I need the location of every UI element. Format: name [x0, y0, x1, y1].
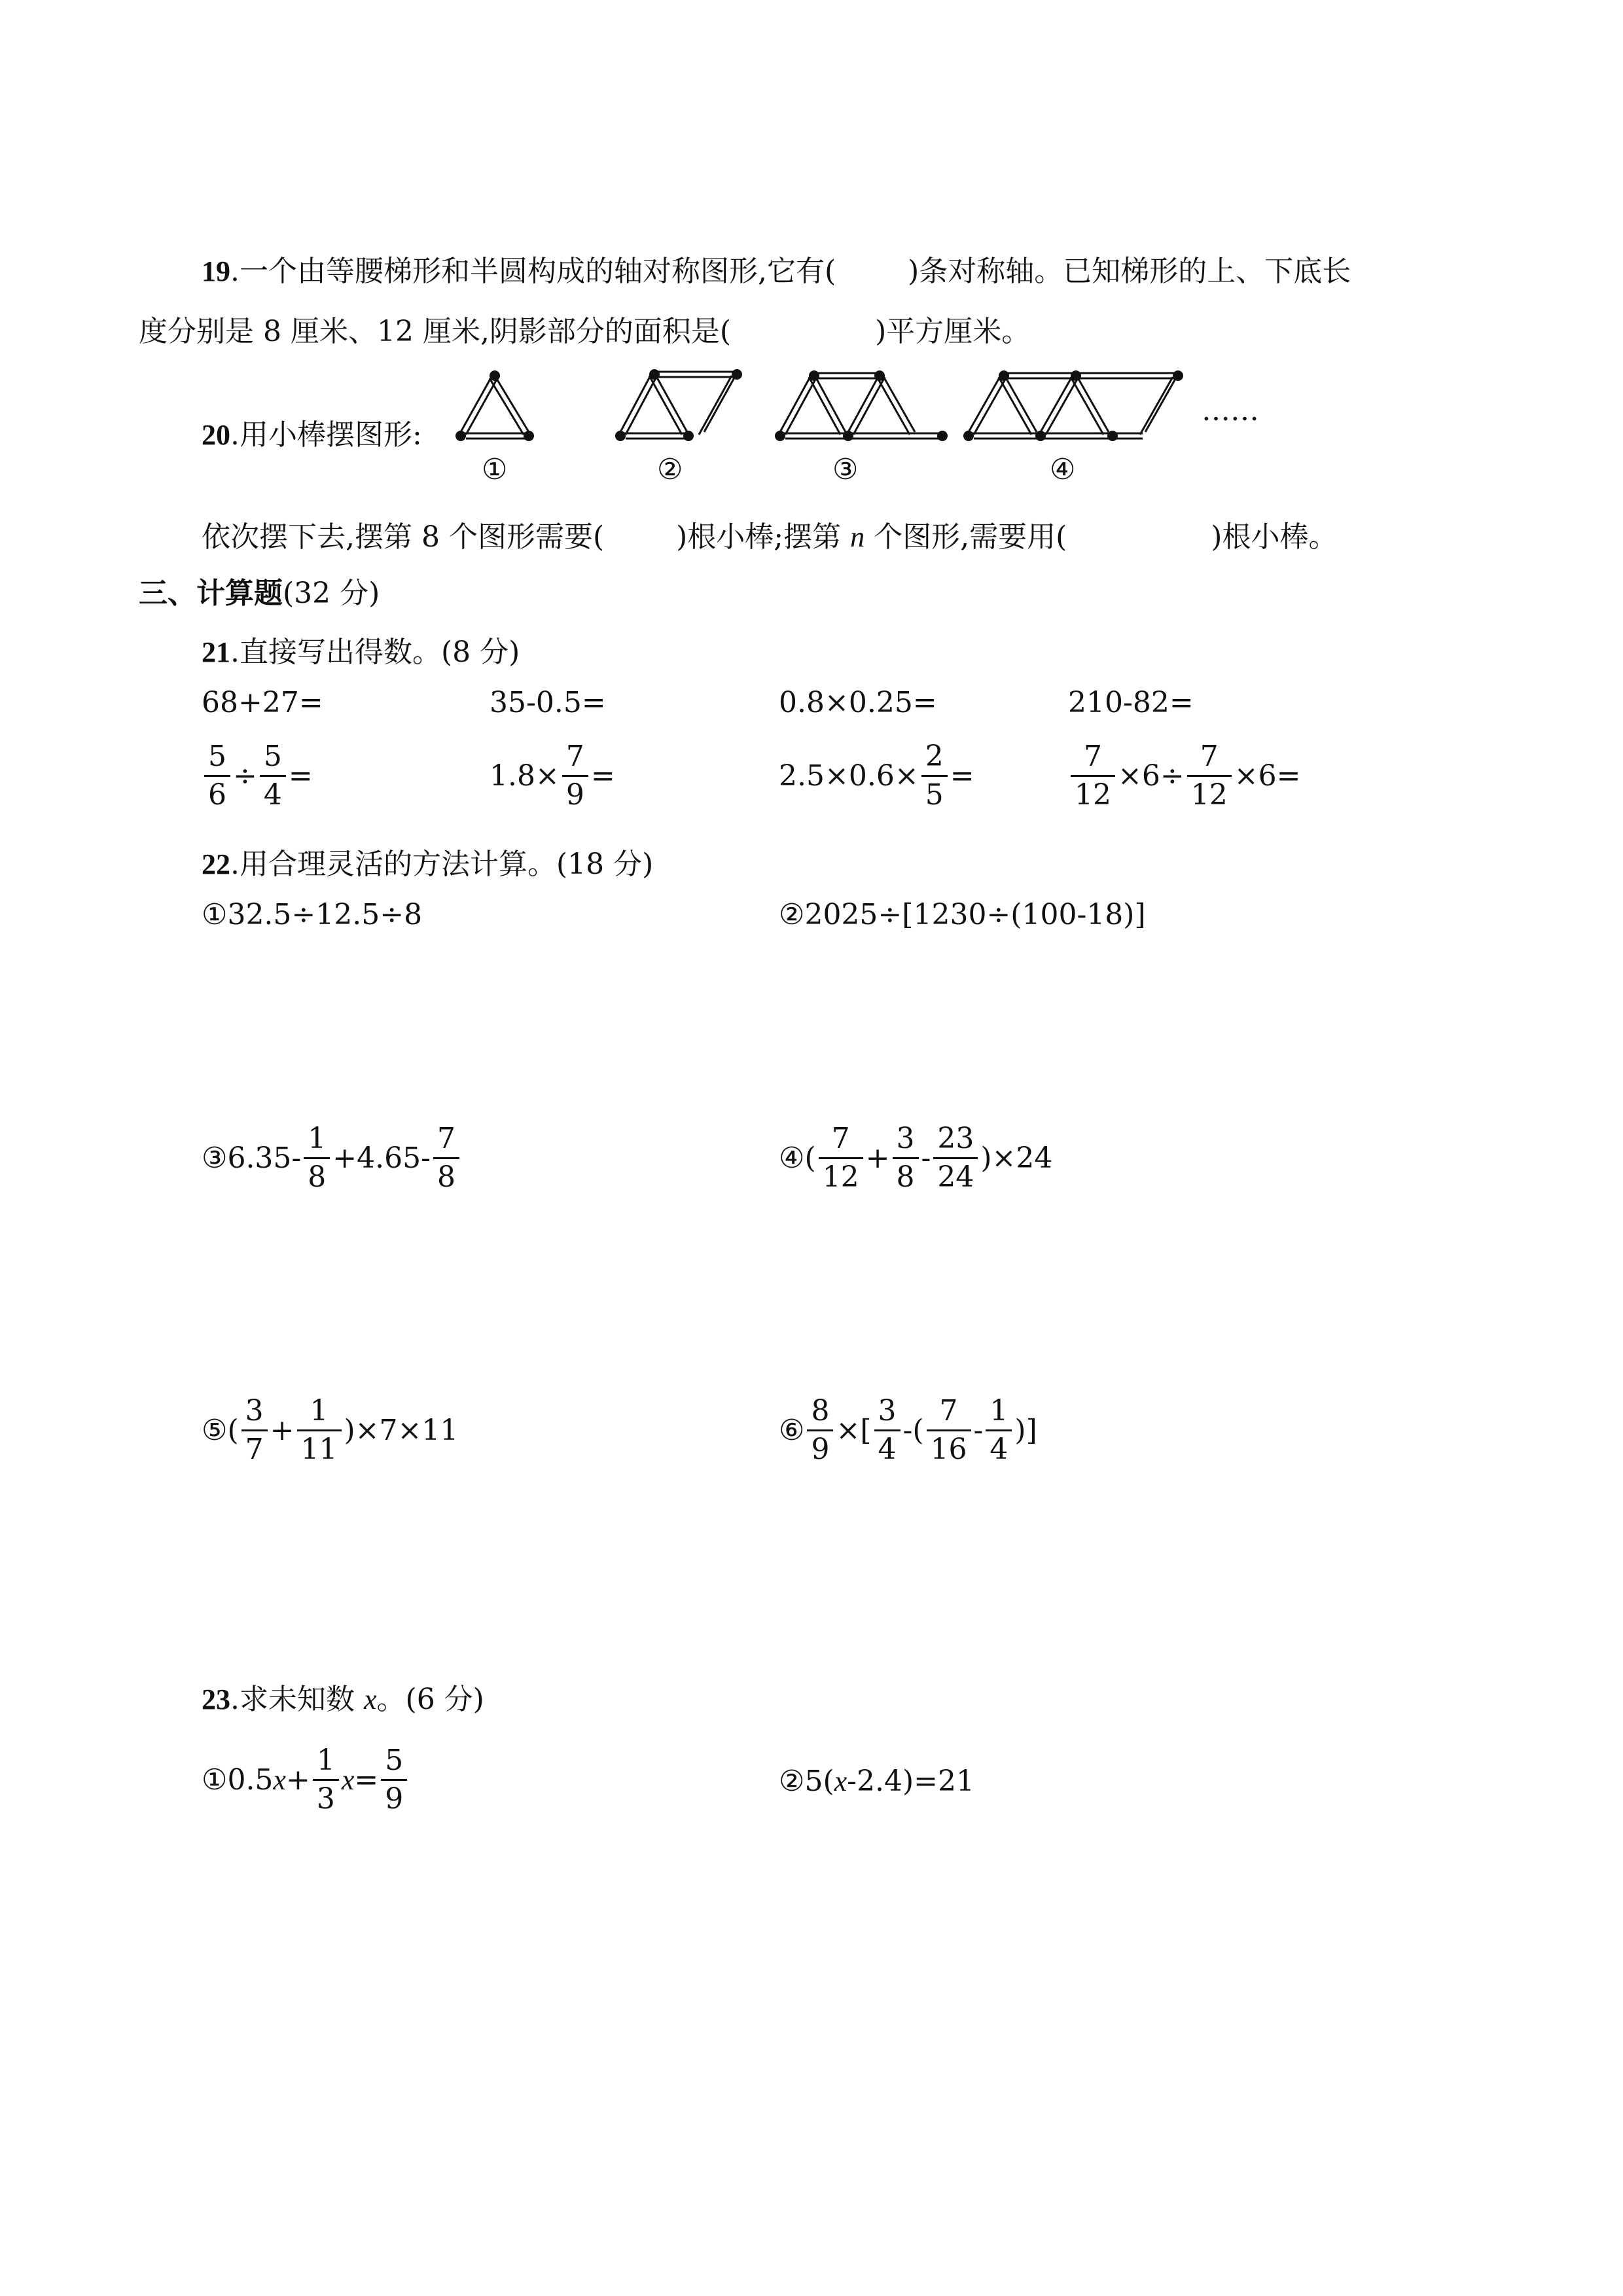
fraction: $\frac{3}{7}$: [241, 1397, 268, 1464]
q23-problem-1: ①0.5 x + $\frac{1}{3}$ x = $\frac{5}{9}$: [202, 1746, 410, 1814]
q21-item-5: $\frac{5}{6}$ ÷ $\frac{5}{4}$ =: [202, 742, 313, 810]
figure-label-3: ③: [832, 453, 859, 486]
fraction: $\frac{7}{12}$: [1071, 742, 1115, 810]
q19-line2: [139, 308, 1030, 350]
q22-problem-5: ⑤( $\frac{3}{7}$ + $\frac{1}{11}$ )×7×11: [202, 1394, 459, 1466]
figure-label-2: ②: [657, 453, 683, 486]
fraction: $\frac{5}{6}$: [204, 742, 230, 810]
section-3-title: 三、计算题: [139, 577, 283, 610]
q21-item-6: 1.8× $\frac{7}{9}$ =: [490, 740, 615, 812]
q21-item-1: 68+27=: [202, 686, 323, 719]
q19-text-a: .一个由等腰梯形和半圆构成的轴对称图形,它有(: [230, 255, 836, 288]
q22-number: 22: [202, 848, 230, 880]
section-3-header: [139, 569, 380, 611]
fraction: $\frac{5}{4}$: [260, 742, 286, 810]
q21-item-3: 0.8×0.25=: [779, 686, 937, 719]
fraction: $\frac{7}{16}$: [927, 1397, 971, 1464]
q23-title-a: .求未知数: [230, 1683, 355, 1716]
matchstick-figures: [445, 367, 1296, 478]
figure-2: [620, 372, 737, 439]
q22-problem-6: ⑥ $\frac{8}{9}$ ×[ $\frac{3}{4}$ -( $\frac{7}{16}$ - $\frac{1}{4}$ )]: [779, 1394, 1037, 1466]
q19-text-b: )条对称轴。已知梯形的上、下底长: [908, 255, 1351, 288]
q22-problem-1: ①32.5÷12.5÷8: [202, 898, 423, 931]
fraction: $\frac{8}{9}$: [807, 1397, 833, 1464]
q21-item-4: 210-82=: [1068, 686, 1194, 719]
figure-3: [780, 373, 942, 439]
q22-title-text: .用合理灵活的方法计算。(18 分): [230, 848, 654, 881]
q19-number: 19: [202, 255, 230, 287]
figure-label-1: ①: [482, 453, 508, 486]
fraction: $\frac{23}{24}$: [933, 1124, 978, 1192]
q21-item-7: 2.5×0.6× $\frac{2}{5}$ =: [779, 740, 974, 812]
q22-problem-2: ②2025÷[1230÷(100-18)]: [779, 898, 1146, 931]
fraction: $\frac{1}{8}$: [304, 1124, 330, 1192]
fraction: $\frac{1}{3}$: [313, 1746, 339, 1814]
q23-title-b: 。(6 分): [376, 1683, 484, 1716]
q20-text-c: 个图形,需要用(: [874, 520, 1067, 554]
figure-1: [461, 376, 529, 439]
q19-text-c: 度分别是 8 厘米、12 厘米,阴影部分的面积是(: [139, 315, 732, 348]
q20-text-b: )根小棒;摆第: [676, 520, 842, 554]
q19-text-d: )平方厘米。: [875, 315, 1031, 348]
q23-number: 23: [202, 1683, 230, 1715]
fraction: $\frac{5}{9}$: [381, 1746, 407, 1814]
q23-title: [202, 1676, 484, 1717]
q20-intro-text: .用小棒摆图形:: [230, 418, 422, 452]
fraction: $\frac{7}{9}$: [562, 742, 588, 810]
q21-item-2: 35-0.5=: [490, 686, 606, 719]
figure-label-4: ④: [1050, 453, 1076, 486]
section-3-score: (32 分): [283, 577, 380, 610]
q20-text-d: )根小棒。: [1211, 520, 1338, 554]
q19-line1: [202, 247, 1351, 289]
fraction: $\frac{7}{12}$: [819, 1124, 863, 1192]
q20-text-a: 依次摆下去,摆第 8 个图形需要(: [202, 520, 605, 554]
q21-title-text: .直接写出得数。(8 分): [230, 636, 520, 669]
fraction: $\frac{1}{4}$: [986, 1397, 1012, 1464]
fraction: $\frac{2}{5}$: [921, 742, 948, 810]
q21-item-8: $\frac{7}{12}$ ×6÷ $\frac{7}{12}$ ×6=: [1068, 742, 1300, 810]
fraction: $\frac{3}{4}$: [874, 1397, 901, 1464]
q20-question-line: [202, 513, 1337, 555]
q22-title: [202, 840, 653, 882]
fraction: $\frac{7}{8}$: [433, 1124, 459, 1192]
q20-number: 20: [202, 419, 230, 451]
q20-intro: [202, 411, 422, 453]
q20-n: n: [850, 521, 865, 553]
q22-problem-3: ③6.35- $\frac{1}{8}$ +4.65- $\frac{7}{8}$: [202, 1124, 462, 1192]
q23-x: x: [364, 1683, 377, 1715]
figure-ellipsis: ……: [1202, 394, 1259, 427]
fraction: $\frac{3}{8}$: [893, 1124, 919, 1192]
q21-title: [202, 628, 520, 670]
figure-4: [969, 373, 1178, 439]
q21-number: 21: [202, 636, 230, 668]
q23-problem-2: ②5(x-2.4)=21: [779, 1765, 975, 1798]
fraction: $\frac{7}{12}$: [1187, 742, 1232, 810]
q22-problem-4: ④( $\frac{7}{12}$ + $\frac{3}{8}$ - $\frac{23}{24}$ )×24: [779, 1122, 1053, 1194]
fraction: $\frac{1}{11}$: [297, 1397, 342, 1464]
